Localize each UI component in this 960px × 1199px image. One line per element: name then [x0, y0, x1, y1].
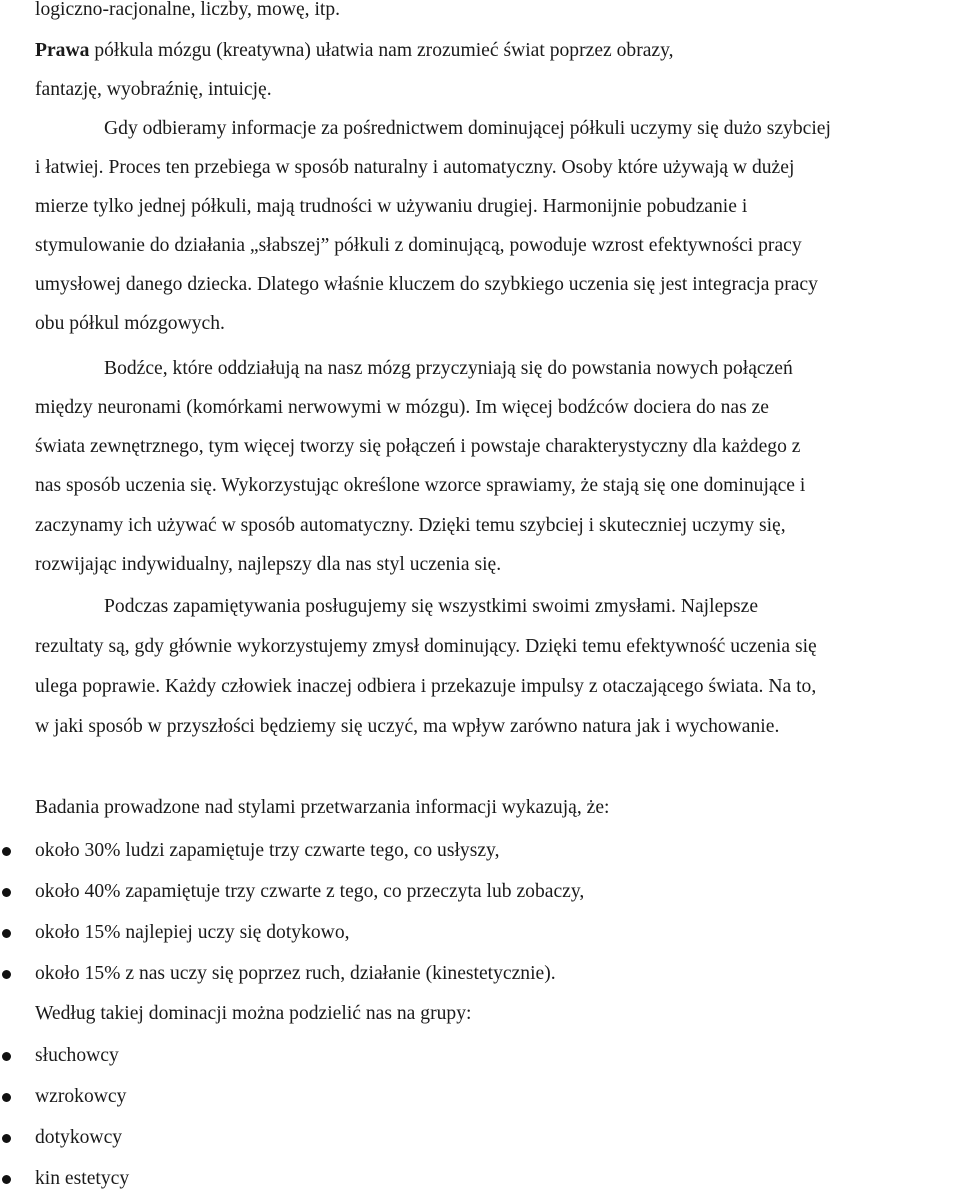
- text-line: i łatwiej. Proces ten przebiega w sposób naturalny i automatyczny. Osoby które używają w dużej: [35, 157, 795, 178]
- bullet-icon: [2, 1093, 11, 1102]
- text-line: rezultaty są, gdy głównie wykorzystujemy zmysł dominujący. Dzięki temu efektywność uczenia się: [35, 636, 817, 657]
- list-item: wzrokowcy: [35, 1086, 127, 1107]
- list-item: około 15% z nas uczy się poprzez ruch, działanie (kinestetycznie).: [35, 963, 556, 984]
- text-line: ulega poprawie. Każdy człowiek inaczej odbiera i przekazuje impulsy z otaczającego świata. Na to,: [35, 676, 817, 697]
- bullet-icon: [2, 1052, 11, 1061]
- bullet-icon: [2, 1175, 11, 1184]
- text-line: Gdy odbieramy informacje za pośrednictwem dominującej półkuli uczymy się dużo szybciej: [104, 118, 831, 139]
- text-line: [35, 32, 674, 71]
- text-line: obu półkul mózgowych.: [35, 313, 225, 334]
- list-item: około 15% najlepiej uczy się dotykowo,: [35, 922, 350, 943]
- text-line: Bodźce, które oddziałują na nasz mózg przyczyniają się do powstania nowych połączeń: [104, 358, 793, 379]
- bullet-icon: [2, 1134, 11, 1143]
- text-line: mierze tylko jednej półkuli, mają trudności w używaniu drugiej. Harmonijnie pobudzanie i: [35, 196, 748, 217]
- list-item: kin estetycy: [35, 1168, 130, 1189]
- text-span: półkula mózgu (kreatywna) ułatwia nam zrozumieć świat poprzez obrazy,: [89, 40, 674, 61]
- text-line: stymulowanie do działania „słabszej” półkuli z dominującą, powoduje wzrost efektywności pracy: [35, 235, 802, 256]
- groups-intro: Według takiej dominacji można podzielić nas na grupy:: [35, 1003, 472, 1024]
- text-line: między neuronami (komórkami nerwowymi w mózgu). Im więcej bodźców dociera do nas ze: [35, 397, 769, 418]
- bullet-icon: [2, 970, 11, 979]
- list-item: około 30% ludzi zapamiętuje trzy czwarte tego, co usłyszy,: [35, 840, 500, 861]
- text-line: zaczynamy ich używać w sposób automatyczny. Dzięki temu szybciej i skuteczniej uczymy się,: [35, 515, 786, 536]
- list-item: słuchowcy: [35, 1045, 119, 1066]
- text-line: nas sposób uczenia się. Wykorzystując określone wzorce sprawiamy, że stają się one dominujące i: [35, 475, 806, 496]
- text-line: świata zewnętrznego, tym więcej tworzy się połączeń i powstaje charakterystyczny dla każdego z: [35, 436, 801, 457]
- list-item: około 40% zapamiętuje trzy czwarte z tego, co przeczyta lub zobaczy,: [35, 881, 585, 902]
- text-line: logiczno-racjonalne, liczby, mowę, itp.: [35, 0, 341, 20]
- text-line: umysłowej danego dziecka. Dlatego właśnie kluczem do szybkiego uczenia się jest integracja pracy: [35, 274, 818, 295]
- bullet-icon: [2, 929, 11, 938]
- text-line: rozwijając indywidualny, najlepszy dla nas styl uczenia się.: [35, 554, 502, 575]
- bullet-icon: [2, 847, 11, 856]
- bold-term: Prawa: [35, 40, 90, 61]
- research-intro: Badania prowadzone nad stylami przetwarzania informacji wykazują, że:: [35, 797, 610, 818]
- bullet-icon: [2, 888, 11, 897]
- text-line: w jaki sposób w przyszłości będziemy się uczyć, ma wpływ zarówno natura jak i wychowanie.: [35, 716, 780, 737]
- list-item: dotykowcy: [35, 1127, 123, 1148]
- text-line: Podczas zapamiętywania posługujemy się wszystkimi swoimi zmysłami. Najlepsze: [104, 596, 759, 617]
- text-line: fantazję, wyobraźnię, intuicję.: [35, 79, 272, 100]
